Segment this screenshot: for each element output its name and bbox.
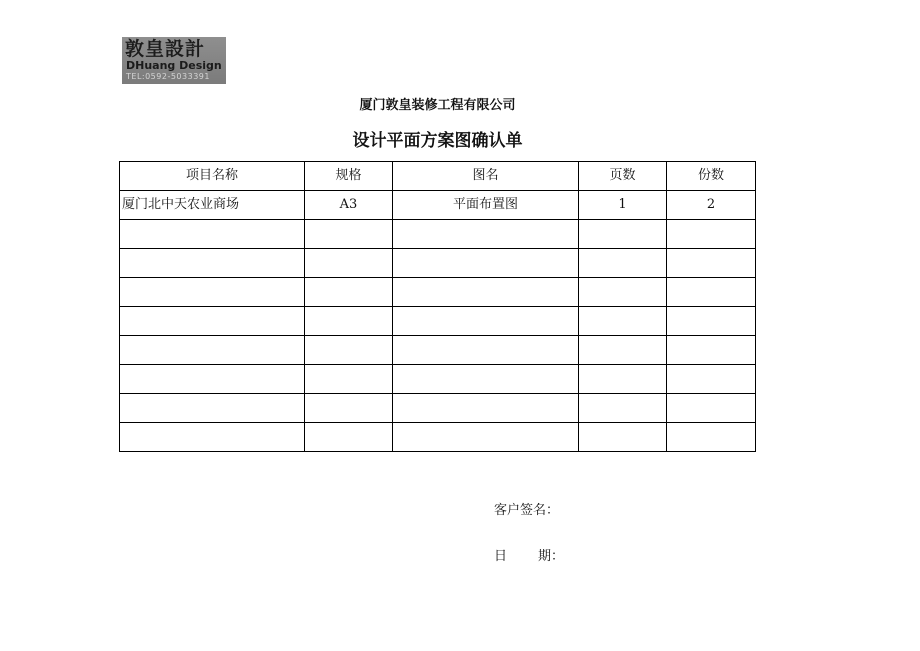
cell-project-name: 厦门北中天农业商场 xyxy=(120,191,305,220)
cell-spec xyxy=(305,249,393,278)
customer-signature-label: 客户签名： xyxy=(494,503,560,518)
header-spec: 规格 xyxy=(305,162,393,191)
cell-spec xyxy=(305,307,393,336)
logo-telephone: TEL:0592-5033391 xyxy=(126,72,210,81)
header-project-name: 项目名称 xyxy=(120,162,305,191)
cell-project-name xyxy=(120,336,305,365)
cell-spec xyxy=(305,394,393,423)
cell-spec xyxy=(305,278,393,307)
cell-project-name xyxy=(120,307,305,336)
table-row xyxy=(120,307,756,336)
cell-copies xyxy=(667,423,756,452)
table-row xyxy=(120,423,756,452)
cell-project-name xyxy=(120,278,305,307)
logo-english-text: DHuang Design xyxy=(126,59,222,72)
cell-copies xyxy=(667,307,756,336)
header-copies: 份数 xyxy=(667,162,756,191)
date-label-part-1: 日 xyxy=(494,549,508,564)
cell-page-count xyxy=(579,278,667,307)
cell-copies xyxy=(667,249,756,278)
header-page-count: 页数 xyxy=(579,162,667,191)
company-name: 厦门敦皇装修工程有限公司 xyxy=(359,98,516,113)
cell-project-name xyxy=(120,423,305,452)
cell-copies xyxy=(667,278,756,307)
cell-copies: 2 xyxy=(667,191,756,220)
cell-page-count xyxy=(579,307,667,336)
cell-drawing-name xyxy=(393,394,579,423)
header-drawing-name: 图名 xyxy=(393,162,579,191)
logo-chinese-text: 敦皇設計 xyxy=(125,38,206,60)
cell-copies xyxy=(667,365,756,394)
confirmation-table xyxy=(119,161,756,452)
cell-project-name xyxy=(120,365,305,394)
cell-spec xyxy=(305,220,393,249)
table-row xyxy=(120,249,756,278)
cell-spec: A3 xyxy=(305,191,393,220)
cell-spec xyxy=(305,423,393,452)
cell-page-count: 1 xyxy=(579,191,667,220)
cell-spec xyxy=(305,365,393,394)
cell-project-name xyxy=(120,249,305,278)
cell-page-count xyxy=(579,220,667,249)
cell-copies xyxy=(667,394,756,423)
table-row xyxy=(120,278,756,307)
company-logo xyxy=(122,37,226,84)
cell-copies xyxy=(667,336,756,365)
table-header-row xyxy=(120,162,756,191)
cell-project-name xyxy=(120,394,305,423)
cell-project-name xyxy=(120,220,305,249)
cell-drawing-name xyxy=(393,336,579,365)
cell-page-count xyxy=(579,365,667,394)
cell-copies xyxy=(667,220,756,249)
table-row xyxy=(120,394,756,423)
cell-drawing-name xyxy=(393,278,579,307)
cell-page-count xyxy=(579,249,667,278)
cell-spec xyxy=(305,336,393,365)
cell-drawing-name xyxy=(393,423,579,452)
table-row xyxy=(120,220,756,249)
document-title: 设计平面方案图确认单 xyxy=(352,131,523,151)
date-label xyxy=(494,548,564,566)
table-row xyxy=(120,336,756,365)
cell-drawing-name xyxy=(393,365,579,394)
cell-page-count xyxy=(579,394,667,423)
table-row xyxy=(120,191,756,220)
date-label-part-2: 期： xyxy=(538,549,565,564)
table-row xyxy=(120,365,756,394)
cell-drawing-name xyxy=(393,220,579,249)
cell-drawing-name: 平面布置图 xyxy=(393,191,579,220)
cell-page-count xyxy=(579,423,667,452)
cell-page-count xyxy=(579,336,667,365)
cell-drawing-name xyxy=(393,307,579,336)
cell-drawing-name xyxy=(393,249,579,278)
